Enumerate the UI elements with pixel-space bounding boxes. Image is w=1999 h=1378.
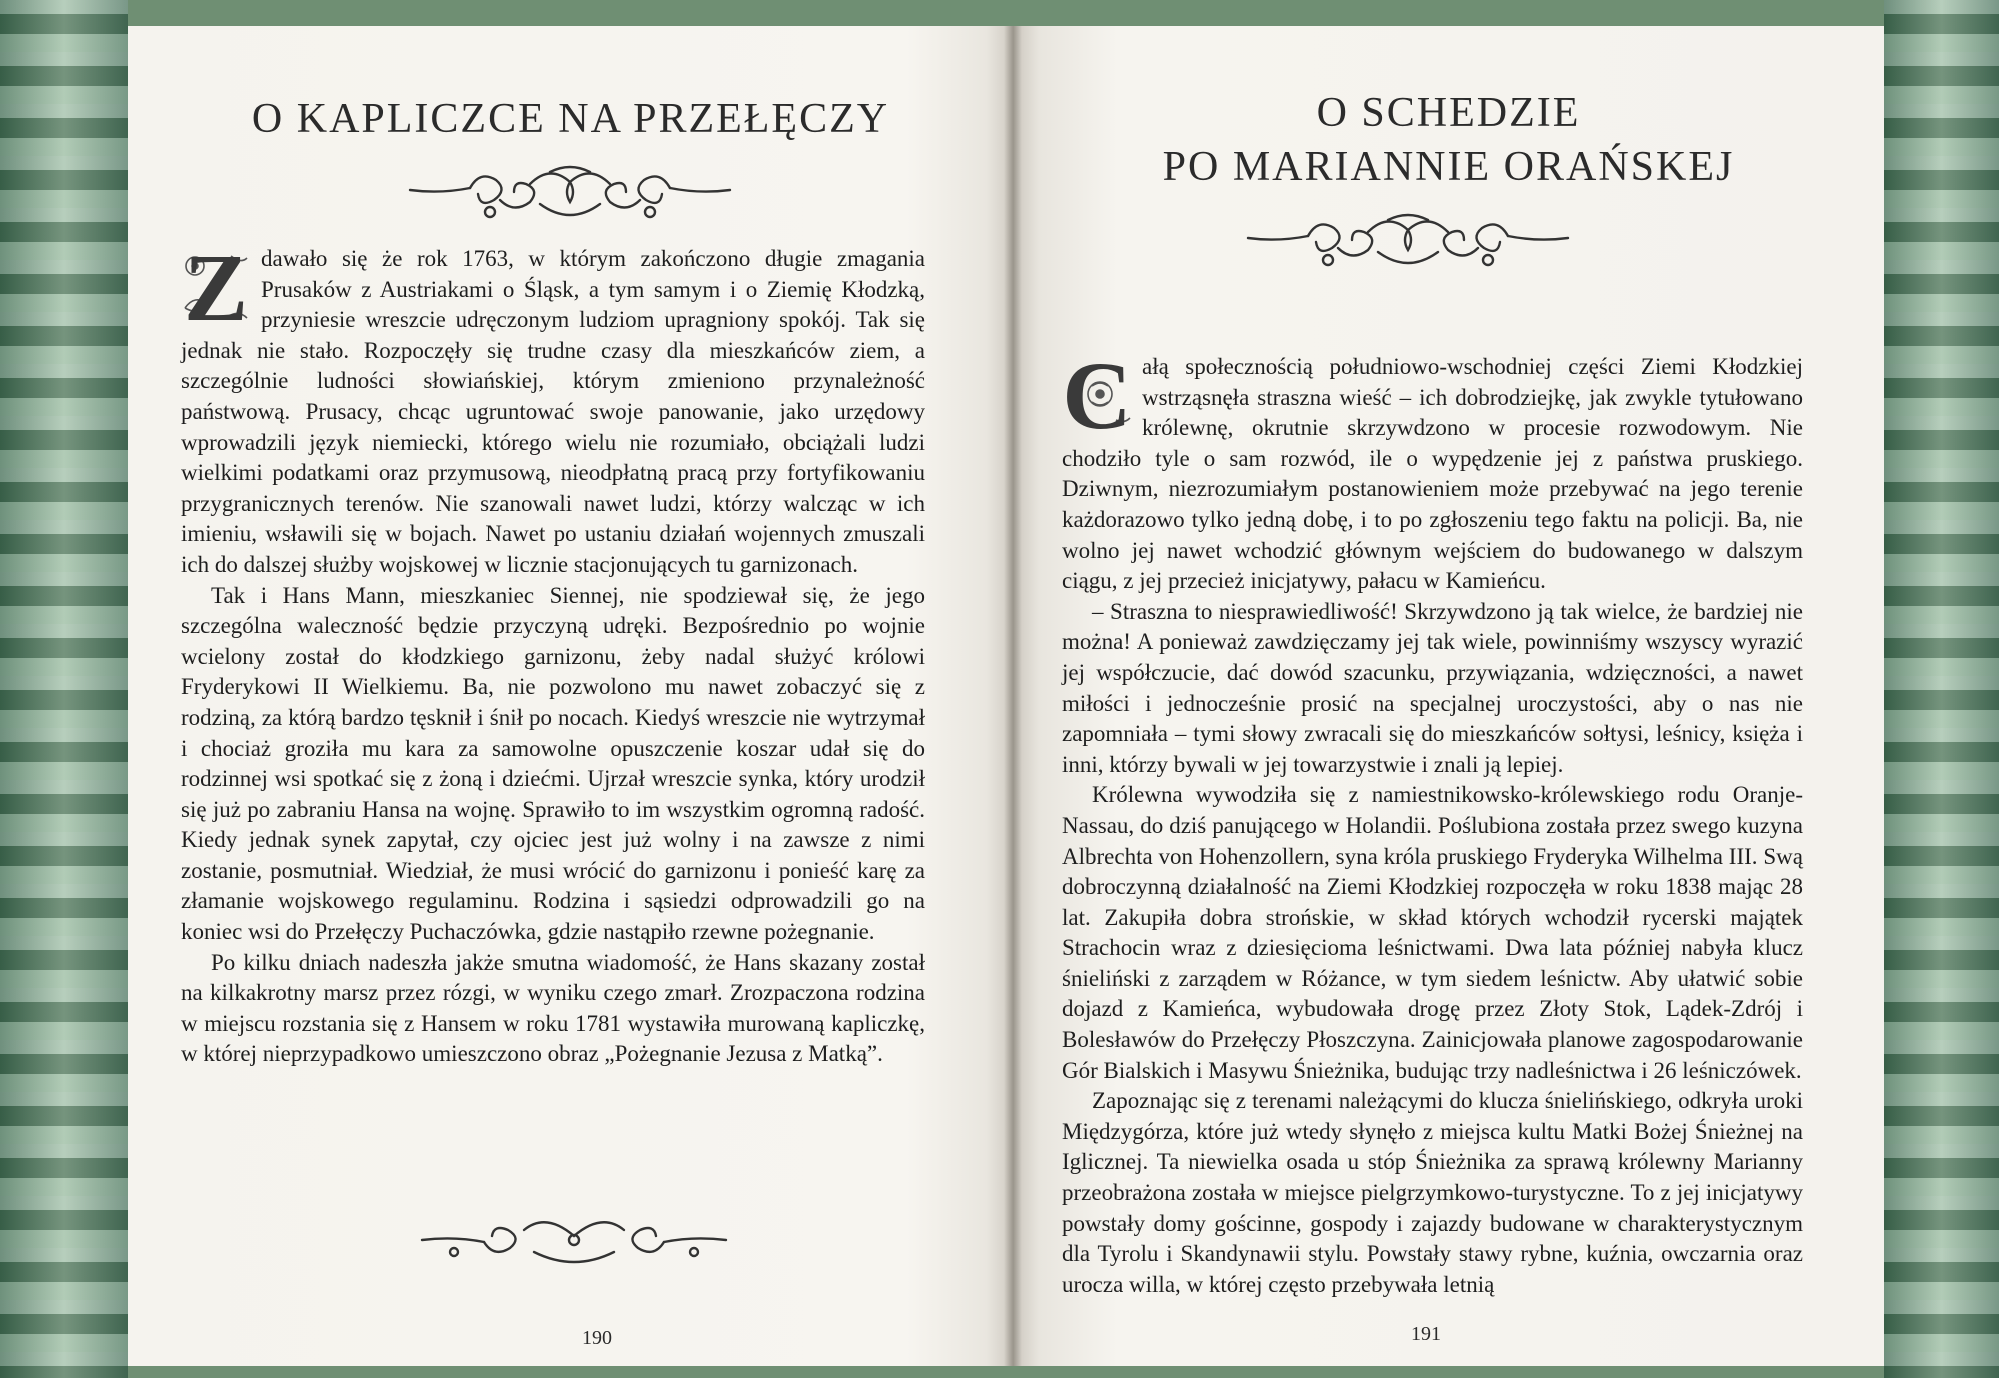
top-ornament-left [400, 160, 740, 226]
left-first-paragraph: Z dawało się że rok 1763, w którym zakończono długie zmagania Prusaków z Austriakami o Śląsk, a tym samym i o Ziemię Kłodzką, przyniesie wreszcie udręczonym ludziom upragniony spokój. Tak się jednak nie stało. Rozpoczęły się trudne czasy dla mieszkańców ziem, a szczególnie ludności słowiańskiej, którym zmieniono przynależność państwową. Prusacy, chcąc ugruntować swoje panowanie, jako urzędowy wprowadzili język niemiecki, którego wielu nie rozumiało, obciążali ludzi wielkimi podatkami oraz przymusową, nieodpłatną pracą przy fortyfikowaniu przygranicznych terenów. Nie szanowali nawet ludzi, którzy walcząc w ich imieniu, wsławili się w bojach. Nawet po ustaniu działań wojennych zmuszali ich do dalszej służby wojskowej w licznie stacjonujących tu garnizonach. [181, 234, 925, 577]
book-page-edges-left [0, 0, 128, 1378]
right-paragraph-4: Zapoznając się z terenami należącymi do klucza śnielińskiego, odkryła uroki Międzygórza, które już wtedy słynęło z miejsca kultu Matki Bożej Śnieżnej na Iglicznej. Ta niewielka osada u stóp Śnieżnika za sprawą królewny Marianny przeobrażona została w miejsce pielgrzymkowo-turystyczne. To z jej inicjatywy powstały domy gościnne, gospody i zajazdy budowane w charakterystycznym dla Tyrolu i Skandynawii stylu. Powstały stawy rybne, kuźnia, owczarnia oraz urocza willa, w której często przebywała letnią [1062, 1088, 1803, 1297]
left-page-title: O KAPLICZCE NA PRZEŁĘCZY [251, 96, 890, 142]
book-gutter [1004, 26, 1022, 1366]
left-page-number: 190 [582, 1327, 612, 1349]
left-paragraph-2: Tak i Hans Mann, mieszkaniec Siennej, nie spodziewał się, że jego szczególna waleczność będzie przyczyną udręki. Bezpośrednio po wojnie wcielony został do kłodzkiego garnizonu, żeby nadal służyć królowi Fryderykowi II Wielkiemu. Ba, nie pozwolono mu nawet zobaczyć się z rodziną, za którą bardzo tęsknił i śnił po nocach. Kiedyś wreszcie nie wytrzymał i chociaż groziła mu kara za samowolne opuszczenie koszar udał się do rodzinnej wsi spotkać się z żoną i dziećmi. Ujrzał wreszcie synka, który urodził się już po zabraniu Hansa na wojnę. Sprawiło to im wszystkim ogromną radość. Kiedy jednak synek zapytał, czy ojciec jest już wolny i na zawsze z nimi zostanie, posmutniał. Wiedział, że musi wrócić do garnizonu i ponieść karę za złamanie wojskowego regulaminu. Rodzina i sąsiedzi odprowadzili go na koniec wsi do Przełęczy Puchaczówka, gdzie nastąpiło rzewne pożegnanie. [181, 582, 925, 945]
top-ornament-right [1238, 208, 1578, 274]
right-paragraph-3: Królewna wywodziła się z namiestnikowsko-królewskiego rodu Oranje-Nassau, do dziś panującego w Holandii. Poślubiona została przez swego kuzyna Albrechta von Hohenzollern, syna króla pruskiego Fryderyka Wilhelma III. Swą dobroczynną działalność na Ziemi Kłodzkiej rozpoczęła w roku 1838 mając 28 lat. Zakupiła dobra strońskie, w skład których wchodził rycerski majątek Strachocin wraz z dziesięcioma leśnictwami. Dwa lata później nabyła klucz śnieliński z zarządem w Różance, w tym siedem leśnictw. Aby ułatwić sobie dojazd z Kamieńca, wybudowała drogę przez Złoty Stok, Lądek-Zdrój i Bolesławów do Przełęczy Płoszczyna. Zainicjowała planowe zagospodarowanie Gór Bialskich i Masywu Śnieżnika, budując trzy nadleśnictwa i 26 leśniczówek. [1062, 782, 1803, 1083]
right-title-line-2: PO MARIANNIE ORAŃSKEJ [1162, 144, 1735, 190]
left-page [128, 26, 1013, 1366]
right-paragraph-2: – Straszna to niesprawiedliwość! Skrzywdzono ją tak wielce, że bardziej nie można! A ponieważ zawdzięczamy jej tak wiele, powinniśmy wszyscy wyrazić jej współczucie, dać dowód szacunku, przywiązania, wdzięczności, a nawet miłości i jednocześnie prosić na specjalnej uroczystości, aby o nas nie zapomniała – tymi słowy zwracali się do mieszkańców sołtysi, leśnicy, księża i inni, którzy bywali w jej towarzystwie i znali ją lepiej. [1062, 598, 1803, 777]
right-body-text [1062, 342, 1803, 1300]
bottom-ornament-left [414, 1210, 734, 1270]
right-title-line-1: O SCHEDZIE [1316, 90, 1581, 136]
right-page [1013, 26, 1884, 1366]
right-first-paragraph: C ałą społecznością południowo-wschodniej części Ziemi Kłodzkiej wstrząsnęła straszna wieść – ich dobrodziejkę, jak zwykle tytułowano królewnę, okrutnie skrzywdzono w procesie rozwodowym. Nie chodziło tyle o sam rozwód, ile o wypędzenie jej z państwa pruskiego. Dziwnym, niezrozumiałym postanowieniem może przebywać na jego terenie każdorazowo tylko jedną dobę, i to po zgłoszeniu tego faktu na policji. Ba, nie wolno jej nawet wchodzić głównym wejściem do budowanego w dalszym ciągu, z jej przecież inicjatywy, pałacu w Kamieńcu. [1062, 342, 1803, 594]
right-page-number: 191 [1411, 1323, 1441, 1345]
dropcap-z: Z [183, 234, 249, 341]
right-page-title [1013, 86, 1884, 194]
left-paragraph-3: Po kilku dniach nadeszła jakże smutna wiadomość, że Hans skazany został na kilkakrotny marsz przez rózgi, w wyniku czego zmarł. Zrozpaczona rodzina w miejscu rozstania się z Hansem w roku 1781 wystawiła murowaną kapliczkę, w której nieprzypadkowo umieszczono obraz „Pożegnanie Jezusa z Matką”. [181, 949, 925, 1067]
dropcap-c: C [1062, 342, 1132, 449]
book-page-edges-right [1884, 0, 1999, 1378]
left-body-text [181, 234, 925, 1070]
